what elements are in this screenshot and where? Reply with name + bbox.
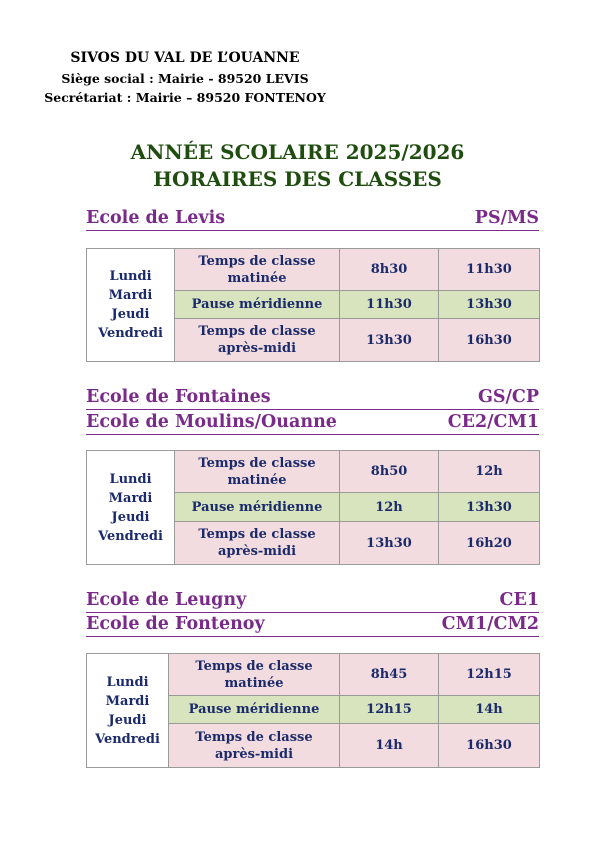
day-label: Vendredi xyxy=(98,528,163,544)
morning-row xyxy=(87,249,540,291)
school-level: CE2/CM1 xyxy=(447,412,539,432)
secretariat-line: Secrétariat : Mairie – 89520 FONTENOY xyxy=(44,90,326,105)
school-level: CM1/CM2 xyxy=(441,614,539,634)
start-time: 14h xyxy=(340,724,439,768)
class-hours-title: HORAIRES DES CLASSES xyxy=(153,167,442,191)
head-office-line: Siège social : Mairie - 89520 LEVIS xyxy=(61,71,309,86)
days-cell xyxy=(87,249,175,362)
period-label: Temps de classe après-midi xyxy=(175,319,340,362)
school-heading xyxy=(86,616,539,637)
day-label: Jeudi xyxy=(111,307,150,322)
school-name: Ecole de Moulins/Ouanne xyxy=(86,412,337,432)
morning-row xyxy=(87,654,540,696)
school-year-title: ANNÉE SCOLAIRE 2025/2026 xyxy=(130,140,465,164)
period-label: Temps de classe après-midi xyxy=(169,724,340,768)
morning-row xyxy=(87,451,540,493)
end-time: 13h30 xyxy=(439,291,540,319)
period-label: Pause méridienne xyxy=(175,493,340,522)
day-label: Lundi xyxy=(106,674,149,690)
day-label: Vendredi xyxy=(95,731,160,747)
school-name: Ecole de Leugny xyxy=(86,590,247,610)
school-heading xyxy=(86,414,539,435)
day-label: Jeudi xyxy=(108,712,147,728)
day-label: Vendredi xyxy=(98,326,163,341)
days-cell xyxy=(87,451,175,565)
start-time: 12h xyxy=(340,493,439,522)
days-cell xyxy=(87,654,169,768)
day-label: Mardi xyxy=(108,490,153,506)
school-heading xyxy=(86,592,539,613)
day-label: Jeudi xyxy=(111,509,150,525)
end-time: 13h30 xyxy=(439,493,540,522)
end-time: 16h20 xyxy=(439,522,540,565)
period-label: Pause méridienne xyxy=(175,291,340,319)
period-label: Pause méridienne xyxy=(169,696,340,724)
day-label: Lundi xyxy=(109,471,152,487)
start-time: 13h30 xyxy=(340,522,439,565)
period-label: Temps de classe matinée xyxy=(175,451,340,493)
start-time: 8h30 xyxy=(340,249,439,291)
school-level: GS/CP xyxy=(477,387,539,407)
day-label: Mardi xyxy=(108,288,153,303)
period-label: Temps de classe matinée xyxy=(175,249,340,291)
schedule-table xyxy=(86,653,540,768)
schedule-table xyxy=(86,248,540,362)
start-time: 11h30 xyxy=(340,291,439,319)
school-heading xyxy=(86,389,539,410)
end-time: 16h30 xyxy=(439,319,540,362)
period-label: Temps de classe après-midi xyxy=(175,522,340,565)
school-name: Ecole de Fontaines xyxy=(86,387,271,407)
school-level: PS/MS xyxy=(474,208,539,228)
day-label: Mardi xyxy=(105,693,150,709)
school-name: Ecole de Levis xyxy=(86,208,226,228)
start-time: 8h50 xyxy=(340,451,439,493)
end-time: 14h xyxy=(439,696,540,724)
period-label: Temps de classe matinée xyxy=(169,654,340,696)
schedule-table xyxy=(86,450,540,565)
end-time: 12h15 xyxy=(439,654,540,696)
start-time: 12h15 xyxy=(340,696,439,724)
start-time: 13h30 xyxy=(340,319,439,362)
end-time: 16h30 xyxy=(439,724,540,768)
school-heading xyxy=(86,210,539,231)
school-level: CE1 xyxy=(499,590,539,610)
school-name: Ecole de Fontenoy xyxy=(86,614,265,634)
day-label: Lundi xyxy=(109,269,152,284)
end-time: 12h xyxy=(439,451,540,493)
start-time: 8h45 xyxy=(340,654,439,696)
end-time: 11h30 xyxy=(439,249,540,291)
organization-name: SIVOS DU VAL DE L’OUANNE xyxy=(70,50,300,66)
